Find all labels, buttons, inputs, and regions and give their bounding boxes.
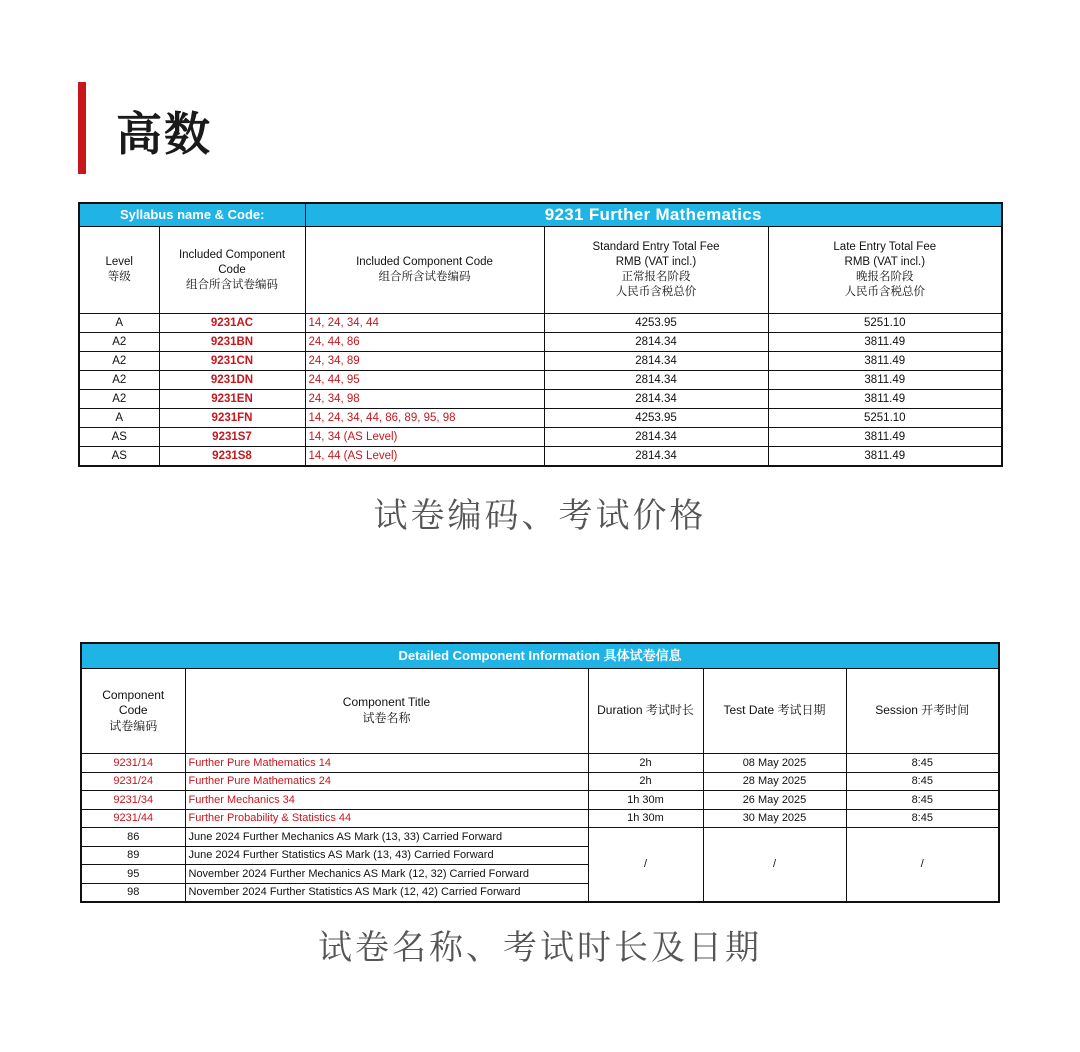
component-title-cell: November 2024 Further Statistics AS Mark (12, 42) Carried Forward	[185, 883, 588, 902]
caption-fees: 试卷编码、考试价格	[373, 496, 707, 536]
header-test-date: Test Date 考试日期	[703, 669, 846, 754]
standard-fee-cell: 2814.34	[544, 390, 768, 409]
component-code-cell: 95	[81, 865, 185, 884]
level-cell: A2	[79, 352, 159, 371]
session-cell: 8:45	[846, 809, 999, 828]
standard-fee-cell: 2814.34	[544, 352, 768, 371]
caption-components: 试卷名称、考试时长及日期	[318, 928, 762, 968]
header-duration: Duration 考试时长	[588, 669, 703, 754]
duration-cell: 2h	[588, 754, 703, 773]
duration-placeholder: /	[588, 828, 703, 903]
components-cell: 14, 24, 34, 44, 86, 89, 95, 98	[305, 409, 544, 428]
component-title-cell: Further Mechanics 34	[185, 791, 588, 810]
test-date-placeholder: /	[703, 828, 846, 903]
session-cell: 8:45	[846, 772, 999, 791]
component-table	[80, 642, 1000, 903]
header-session: Session 开考时间	[846, 669, 999, 754]
fee-row	[79, 409, 1002, 428]
test-date-cell: 08 May 2025	[703, 754, 846, 773]
standard-fee-cell: 4253.95	[544, 409, 768, 428]
carried-forward-row	[81, 828, 999, 847]
session-cell: 8:45	[846, 791, 999, 810]
component-row	[81, 754, 999, 773]
duration-cell: 1h 30m	[588, 791, 703, 810]
fee-row	[79, 447, 1002, 467]
component-row	[81, 772, 999, 791]
fee-row	[79, 390, 1002, 409]
header-component-code: Component Code 试卷编码	[81, 669, 185, 754]
standard-fee-cell: 2814.34	[544, 371, 768, 390]
code-cell: 9231DN	[159, 371, 305, 390]
component-title-cell: June 2024 Further Statistics AS Mark (13, 43) Carried Forward	[185, 846, 588, 865]
header-component-title: Component Title 试卷名称	[185, 669, 588, 754]
syllabus-label: Syllabus name & Code:	[79, 203, 305, 227]
late-fee-cell: 3811.49	[768, 371, 1002, 390]
header-standard-fee: Standard Entry Total Fee RMB (VAT incl.) 正常报名阶段 人民币含税总价	[544, 227, 768, 314]
components-cell: 24, 44, 95	[305, 371, 544, 390]
component-code-cell: 98	[81, 883, 185, 902]
components-cell: 24, 44, 86	[305, 333, 544, 352]
test-date-cell: 28 May 2025	[703, 772, 846, 791]
late-fee-cell: 3811.49	[768, 333, 1002, 352]
component-code-cell: 9231/34	[81, 791, 185, 810]
header-level: Level 等级	[79, 227, 159, 314]
component-title-cell: June 2024 Further Mechanics AS Mark (13, 33) Carried Forward	[185, 828, 588, 847]
fee-row	[79, 352, 1002, 371]
late-fee-cell: 3811.49	[768, 428, 1002, 447]
components-cell: 14, 24, 34, 44	[305, 314, 544, 333]
level-cell: A2	[79, 390, 159, 409]
components-cell: 24, 34, 89	[305, 352, 544, 371]
component-code-cell: 86	[81, 828, 185, 847]
level-cell: AS	[79, 428, 159, 447]
component-code-cell: 9231/24	[81, 772, 185, 791]
title-accent-bar	[78, 82, 86, 174]
component-row	[81, 791, 999, 810]
code-cell: 9231CN	[159, 352, 305, 371]
component-code-cell: 89	[81, 846, 185, 865]
late-fee-cell: 5251.10	[768, 409, 1002, 428]
late-fee-cell: 5251.10	[768, 314, 1002, 333]
level-cell: A	[79, 314, 159, 333]
components-cell: 14, 44 (AS Level)	[305, 447, 544, 467]
duration-cell: 2h	[588, 772, 703, 791]
code-cell: 9231S7	[159, 428, 305, 447]
header-late-fee: Late Entry Total Fee RMB (VAT incl.) 晚报名阶段 人民币含税总价	[768, 227, 1002, 314]
component-code-cell: 9231/44	[81, 809, 185, 828]
component-banner: Detailed Component Information 具体试卷信息	[81, 643, 999, 669]
late-fee-cell: 3811.49	[768, 447, 1002, 467]
fee-table	[78, 202, 1003, 467]
standard-fee-cell: 2814.34	[544, 447, 768, 467]
fee-row	[79, 371, 1002, 390]
late-fee-cell: 3811.49	[768, 390, 1002, 409]
level-cell: A	[79, 409, 159, 428]
components-cell: 24, 34, 98	[305, 390, 544, 409]
component-row	[81, 809, 999, 828]
components-cell: 14, 34 (AS Level)	[305, 428, 544, 447]
code-cell: 9231AC	[159, 314, 305, 333]
fee-row	[79, 314, 1002, 333]
page-title: 高数	[116, 107, 212, 161]
component-title-cell: Further Probability & Statistics 44	[185, 809, 588, 828]
component-title-cell: November 2024 Further Mechanics AS Mark (12, 32) Carried Forward	[185, 865, 588, 884]
session-cell: 8:45	[846, 754, 999, 773]
level-cell: A2	[79, 333, 159, 352]
test-date-cell: 30 May 2025	[703, 809, 846, 828]
header-component-code: Included Component Code 组合所含试卷编码	[305, 227, 544, 314]
code-cell: 9231EN	[159, 390, 305, 409]
standard-fee-cell: 2814.34	[544, 428, 768, 447]
test-date-cell: 26 May 2025	[703, 791, 846, 810]
level-cell: A2	[79, 371, 159, 390]
syllabus-name: 9231 Further Mathematics	[305, 203, 1002, 227]
level-cell: AS	[79, 447, 159, 467]
standard-fee-cell: 2814.34	[544, 333, 768, 352]
code-cell: 9231FN	[159, 409, 305, 428]
code-cell: 9231S8	[159, 447, 305, 467]
code-cell: 9231BN	[159, 333, 305, 352]
component-title-cell: Further Pure Mathematics 14	[185, 754, 588, 773]
fee-row	[79, 428, 1002, 447]
session-placeholder: /	[846, 828, 999, 903]
late-fee-cell: 3811.49	[768, 352, 1002, 371]
component-title-cell: Further Pure Mathematics 24	[185, 772, 588, 791]
standard-fee-cell: 4253.95	[544, 314, 768, 333]
component-code-cell: 9231/14	[81, 754, 185, 773]
fee-row	[79, 333, 1002, 352]
header-included-component: Included Component Code 组合所含试卷编码	[159, 227, 305, 314]
duration-cell: 1h 30m	[588, 809, 703, 828]
